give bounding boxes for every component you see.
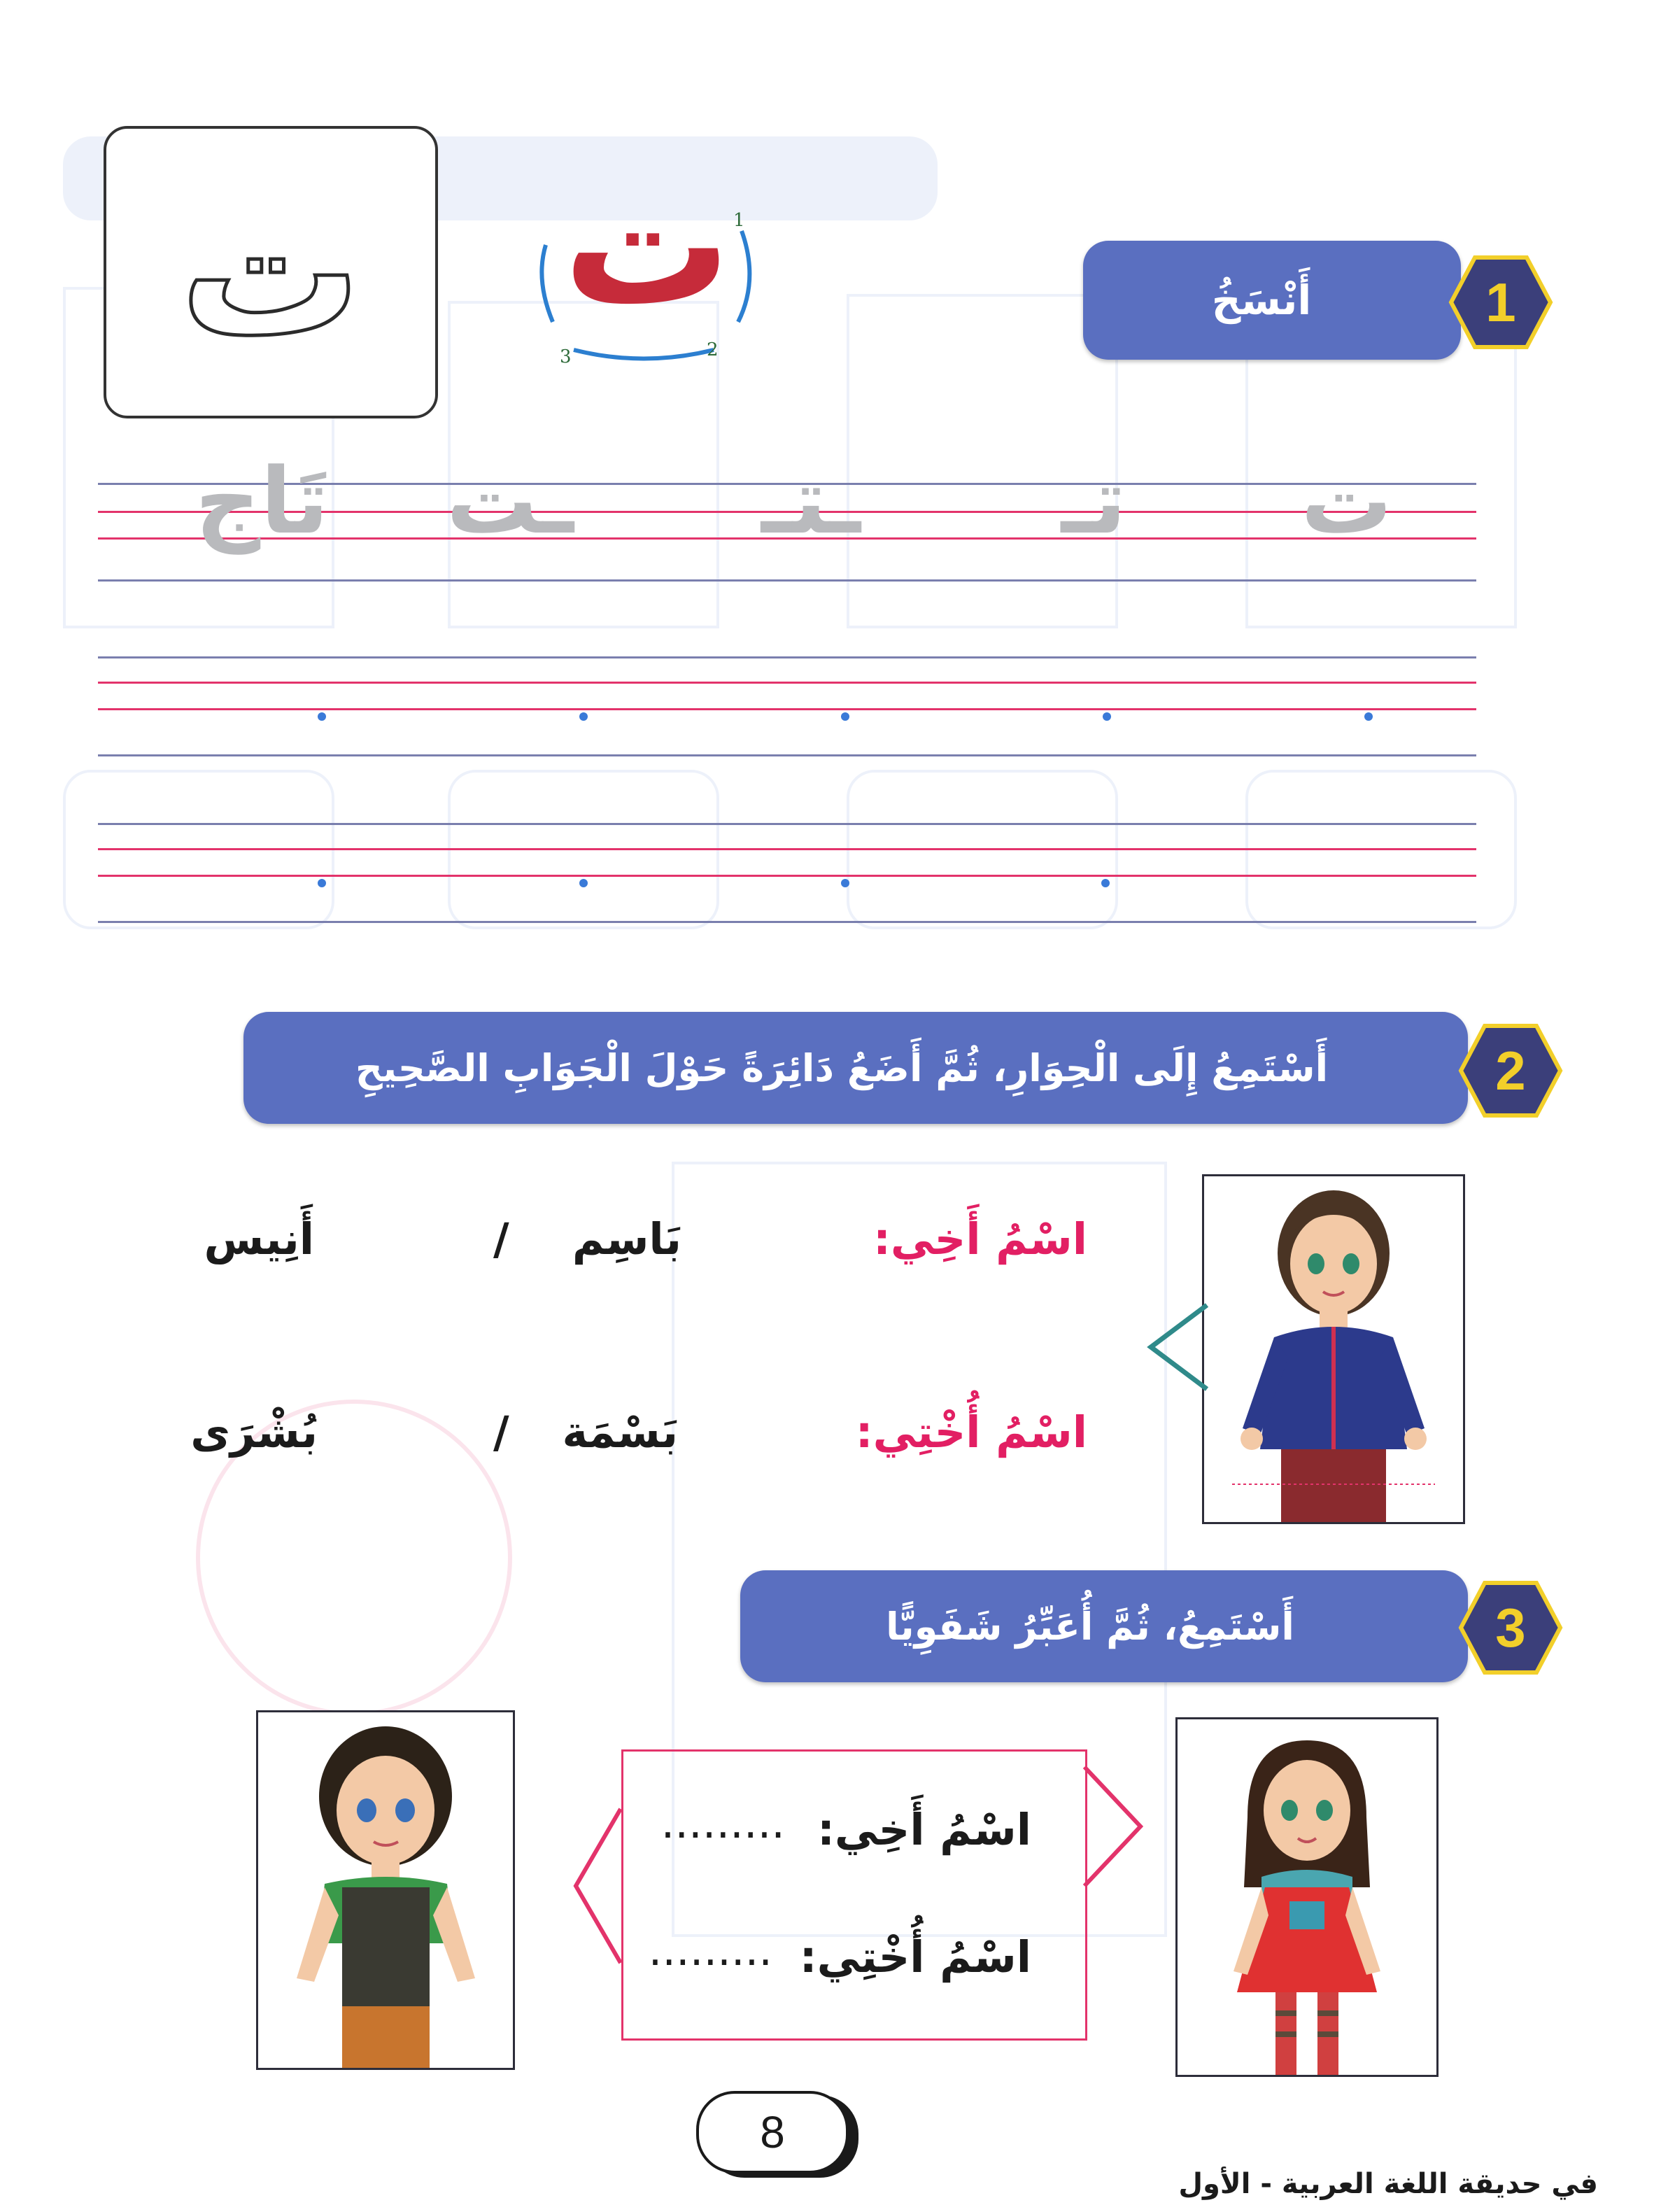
option-separator: /: [493, 1407, 509, 1458]
trace-row: [98, 448, 1476, 609]
pointer-chevron-icon: [1081, 1763, 1144, 1889]
start-dot: [841, 879, 849, 887]
section2-title: أَسْتَمِعُ إِلَى الْحِوَارِ، ثُمَّ أَضَعُ دَائِرَةً حَوْلَ الْجَوَابِ الصَّحِيحِ: [243, 1012, 1468, 1124]
pointer-chevron-icon: [1144, 1302, 1214, 1393]
girl-character-image: [1178, 1719, 1436, 2075]
book-title-footer: في حديقة اللغة العربية - الأول: [1178, 2168, 1598, 2200]
section1-number-badge: 1: [1448, 255, 1553, 350]
start-dot: [318, 879, 326, 887]
answer-label: اسْمُ أَخِي:: [817, 1804, 1031, 1855]
letter-stroke-guide: [532, 147, 763, 371]
trace-letter: ت: [1301, 448, 1392, 554]
section3-number-badge: 3: [1458, 1580, 1563, 1675]
stroke-number-2: 2: [707, 339, 719, 360]
answer-blank[interactable]: .........: [648, 1924, 772, 1975]
page-number: 8: [760, 2107, 785, 2157]
boy-picture-frame: [256, 1710, 515, 2070]
answer-blank[interactable]: .........: [660, 1797, 785, 1848]
boy-character-image: [1204, 1176, 1463, 1522]
answer-option[interactable]: أَنِيس: [204, 1213, 314, 1264]
answer-option[interactable]: بَسْمَة: [562, 1407, 678, 1458]
start-dot: [579, 879, 588, 887]
start-dot: [318, 712, 326, 721]
question-label: اسْمُ أُخْتِي:: [855, 1407, 1087, 1458]
answer-option[interactable]: بَاسِم: [572, 1213, 681, 1264]
answer-box: [621, 1749, 1087, 2041]
answer-label: اسْمُ أُخْتِي:: [799, 1931, 1031, 1982]
girl-picture-frame: [1175, 1717, 1439, 2077]
stroke-arrows-icon: [532, 203, 763, 371]
stroke-number-3: 3: [560, 346, 572, 367]
trace-letter: ـت: [446, 448, 574, 554]
boy-picture-frame: [1202, 1174, 1465, 1524]
pointer-chevron-icon: [570, 1805, 626, 1966]
start-dot: [1103, 712, 1111, 721]
option-separator: /: [493, 1213, 509, 1264]
letter-box: [104, 126, 438, 418]
practice-row[interactable]: [98, 823, 1476, 928]
trace-letter: تـ: [1061, 448, 1126, 554]
start-dot: [841, 712, 849, 721]
answer-option[interactable]: بُشْرَى: [190, 1407, 318, 1458]
page-number-badge: [696, 2091, 849, 2174]
trace-letter: تَاج: [195, 448, 329, 554]
start-dot: [579, 712, 588, 721]
trace-letter: ـتـ: [761, 448, 861, 554]
start-dot: [1101, 879, 1110, 887]
question-label: اسْمُ أَخِي:: [873, 1213, 1087, 1264]
practice-row[interactable]: [98, 656, 1476, 761]
start-dot: [1364, 712, 1373, 721]
section3-title: أَسْتَمِعُ، ثُمَّ أُعَبِّرُ شَفَوِيًّا: [740, 1570, 1468, 1682]
section1-title: أَنْسَخُ: [1083, 241, 1461, 360]
outline-letter: ت: [179, 167, 362, 378]
large-letter: ت: [563, 147, 732, 343]
boy-character-image: [258, 1712, 513, 2068]
stroke-number-1: 1: [733, 210, 745, 231]
section2-number-badge: 2: [1458, 1023, 1563, 1118]
